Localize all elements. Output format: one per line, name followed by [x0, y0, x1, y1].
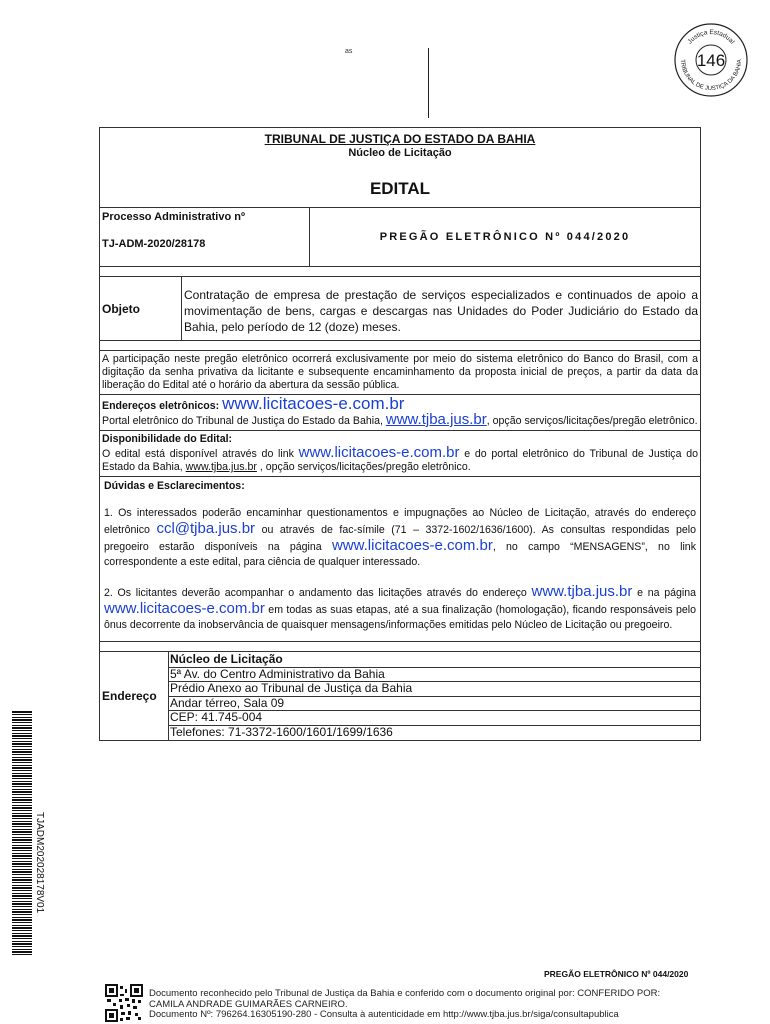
doc-type-title: EDITAL	[369, 179, 431, 198]
licitacoes-link[interactable]: www.licitacoes-e.com.br	[104, 600, 265, 617]
disponibilidade-block	[100, 430, 700, 476]
tjba-link[interactable]: www.tjba.jus.br	[185, 461, 257, 473]
tjba-link[interactable]: www.tjba.jus.br	[531, 583, 633, 600]
participacao-text: A participação neste pregão eletrônico ocorrerá exclusivamente por meio do sistema eletrônico do Banco do Brasil, com a digitação da senha privativa da licitante e subsequente encaminhamento da proposta inicial de preços, a partir da data da liberação do Edital até o horário da abertura da sessão pública.	[100, 350, 700, 394]
disponibilidade-label: Disponibilidade do Edital:	[102, 433, 233, 445]
footer-title: PREGÃO ELETRÔNICO Nº 044/2020	[544, 969, 689, 979]
portal-text: Portal eletrônico do Tribunal de Justiça do Estado da Bahia,	[102, 415, 383, 427]
objeto-text: Contratação de empresa de prestação de serviços especializados e continuados de apoio a movimentação de bens, cargas e descargas nas Unidades do Poder Judiciário do Estado da Bahia, pelo período de 12 (doze) meses.	[184, 288, 698, 334]
duvidas-p2-text-c: em todas as suas etapas, até a sua finalização (homologação), ficando responsáveis pelo ônus decorrente da inobservância de quaisquer mensagens/informações emitidas pelo Núcleo de Licitação ou pregoeiro.	[104, 604, 696, 631]
disponibilidade-text-a: O edital está disponível através do link	[102, 448, 294, 460]
footer-line: Documento reconhecido pelo Tribunal de Justiça da Bahia e conferido com o documento original por: CONFERIDO POR:	[149, 988, 661, 999]
stamp-top-text: Justiça Estadual	[686, 28, 736, 46]
court-title: TRIBUNAL DE JUSTIÇA DO ESTADO DA BAHIA	[264, 132, 536, 146]
portal-option-text: , opção serviços/licitações/pregão eletrônico.	[486, 415, 698, 427]
licitacoes-link[interactable]: www.licitacoes-e.com.br	[222, 394, 405, 413]
stamp-number: 146	[696, 51, 726, 70]
qr-code-icon	[105, 984, 143, 1022]
processo-row	[100, 207, 700, 266]
tjba-link[interactable]: www.tjba.jus.br	[385, 411, 487, 428]
spacer-row	[100, 641, 700, 651]
processo-number: TJ-ADM-2020/28178	[102, 238, 206, 250]
duvidas-p1-text-a: 1. Os interessados poderão encaminhar questionamentos e impugnações ao Núcleo de Licitação, através do endereço eletrônico	[104, 507, 696, 536]
spacer-row	[100, 266, 700, 276]
vertical-rule	[428, 48, 429, 118]
objeto-label: Objeto	[100, 277, 182, 340]
endereco-line: Núcleo de Licitação	[169, 653, 700, 668]
footer-line: CAMILA ANDRADE GUIMARÃES CARNEIRO.	[149, 998, 348, 1010]
duvidas-p1-text-c: , no campo “MENSAGENS”, no link correspondente a este edital, para ciência de qualquer interessado.	[104, 541, 696, 568]
disponibilidade-text-b: e do portal eletrônico do Tribunal de Justiça do Estado da Bahia,	[102, 448, 698, 473]
licitacoes-link[interactable]: www.licitacoes-e.com.br	[298, 444, 460, 461]
objeto-row	[100, 276, 700, 340]
barcode-text: TJADM202028178V01	[34, 812, 45, 914]
stamp-bottom-text: TRIBUNAL DE JUSTIÇA DA BAHIA	[678, 59, 744, 93]
footer-authentication	[149, 989, 660, 1021]
endereco-line: 5ª Av. do Centro Administrativo da Bahia	[169, 668, 700, 683]
duvidas-title: Dúvidas e Esclarecimentos:	[104, 480, 245, 492]
svg-text:Justiça Estadual	[687, 29, 736, 46]
processo-label: Processo Administrativo nº	[102, 211, 245, 223]
endereco-line: Telefones: 71-3372-1600/1601/1699/1636	[170, 724, 393, 739]
enderecos-block	[100, 394, 700, 430]
duvidas-block	[100, 476, 700, 641]
side-barcode	[12, 710, 32, 955]
pregao-title: PREGÃO ELETRÔNICO Nº 044/2020	[379, 231, 631, 243]
duvidas-p2-text-a: 2. Os licitantes deverão acompanhar o andamento das licitações através do endereço	[104, 587, 527, 599]
disponibilidade-text-c: , opção serviços/licitações/pregão eletrônico.	[259, 461, 471, 473]
unit-title: Núcleo de Licitação	[348, 147, 452, 159]
email-link[interactable]: ccl@tjba.jus.br	[156, 520, 256, 537]
edital-document	[99, 127, 701, 741]
duvidas-p1-text-b: ou através de fac-símile (71 – 3372-1602/1636/1600). As consultas respondidas pelo pregoeiro estarão disponíveis na página	[104, 524, 696, 553]
endereco-line: Prédio Anexo ao Tribunal de Justiça da Bahia	[169, 682, 700, 697]
spacer-row	[100, 340, 700, 350]
endereco-lines	[169, 652, 700, 740]
header-block	[100, 128, 700, 207]
endereco-line: Andar térreo, Sala 09	[169, 697, 700, 712]
endereco-label: Endereço	[100, 652, 169, 740]
licitacoes-link[interactable]: www.licitacoes-e.com.br	[331, 537, 493, 554]
duvidas-p2-text-b: e na página	[637, 587, 697, 599]
top-mark: as	[345, 48, 353, 55]
endereco-line: CEP: 41.745-004	[169, 711, 700, 726]
processo-cell	[100, 208, 310, 266]
endereco-row	[100, 651, 700, 740]
footer-line: Documento Nº: 796264.16305190-280 - Consulta à autenticidade em http://www.tjba.jus.br/siga/consultapublica	[149, 1009, 619, 1020]
page-number-stamp	[673, 22, 749, 98]
enderecos-label: Endereços eletrônicos:	[102, 400, 220, 412]
